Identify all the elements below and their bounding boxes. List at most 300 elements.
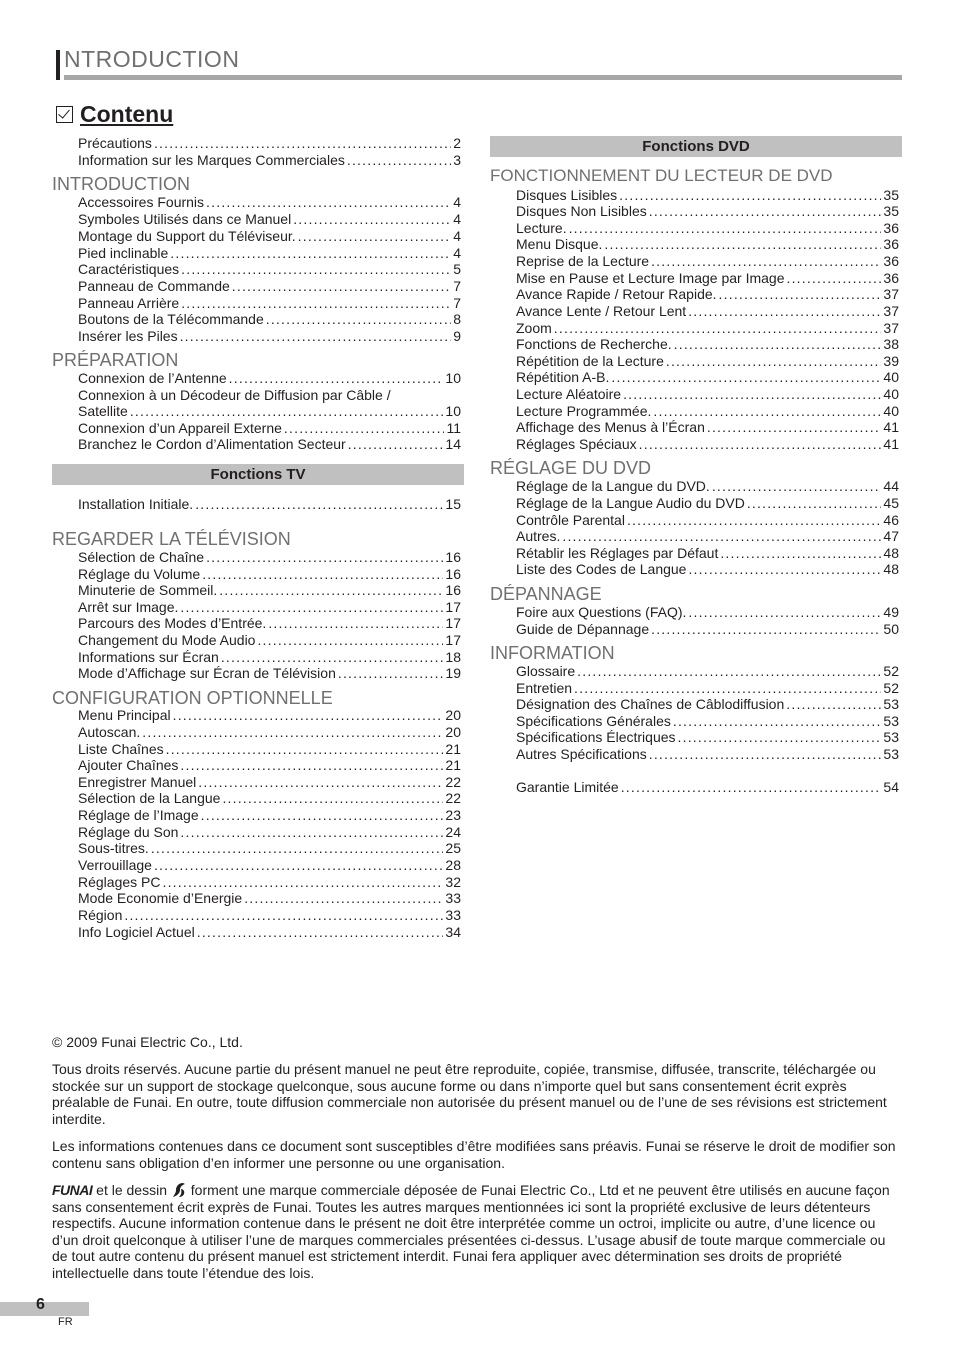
toc-dots — [712, 478, 882, 495]
trademark-text-b: forment une marque commerciale déposée de Funai Electric Co., Ltd et ne peuvent être utilisés en aucune façon sans consentement écrit exprès de Funai. Toutes les autres marques mentionnées ici sont la propriété exclusive de leurs détenteurs respectifs. Aucune information contenue dans le présent ne doit être interprétée comme un octroi, implicite ou autre, d’une licence ou d’un droit quelconque à utiliser l’une de marques commerciales présentées ci-dessus. L’usage abusif de toute marque commerciale ou de tout autre contenu du présent manuel est strictement interdit. Funai fera appliquer avec détermination ses droits de propriété intellectuelle dans toute l’étendue des lois. — [52, 1182, 890, 1281]
toc-entry-title: Disques Lisibles — [516, 187, 618, 203]
toc-entry-title: Insérer les Piles — [78, 328, 178, 344]
toc-dots — [348, 436, 444, 453]
toc-row[interactable] — [78, 328, 461, 345]
toc-row[interactable] — [78, 807, 461, 824]
toc-entry-title: Rétablir les Réglages par Défaut — [516, 545, 719, 561]
toc-row[interactable] — [516, 353, 899, 370]
toc-entry-title: Réglage du Son — [78, 824, 179, 840]
toc-entry-title: Sélection de Chaîne — [78, 549, 205, 565]
toc-page: 2 — [453, 135, 461, 151]
toc-dots — [338, 665, 444, 682]
section-title-reglage-dvd: RÉGLAGE DU DVD — [490, 458, 652, 478]
toc-dots — [151, 840, 444, 857]
toc-dots — [180, 599, 443, 616]
toc-dots — [284, 420, 445, 437]
toc-row[interactable] — [78, 649, 461, 666]
toc-dots — [221, 649, 444, 666]
toc-dots — [154, 135, 451, 152]
toc-page: 25 — [445, 840, 461, 856]
toc-dots — [562, 528, 881, 545]
band-fonctions-dvd: Fonctions DVD — [490, 136, 902, 157]
toc-row[interactable] — [78, 774, 461, 791]
toc-row[interactable] — [78, 152, 461, 169]
trademark-text-a: et le dessin — [92, 1182, 171, 1198]
toc-page: 11 — [446, 420, 461, 436]
toc-entry-title: Autres. — [516, 528, 561, 544]
toc-row[interactable] — [516, 386, 899, 403]
toc-entry-title: Sous-titres. — [78, 840, 149, 856]
toc-page: 16 — [445, 549, 461, 565]
page-language: FR — [58, 1316, 73, 1328]
toc-row[interactable] — [516, 729, 899, 746]
toc-entry-title: Pied inclinable — [78, 245, 169, 261]
toc-row[interactable] — [78, 311, 461, 328]
toc-dots — [611, 369, 881, 386]
toc-dots — [653, 403, 881, 420]
toc-page: 24 — [445, 824, 461, 840]
toc-row[interactable] — [78, 824, 461, 841]
toc-page: 7 — [453, 295, 461, 311]
toc-row[interactable] — [78, 665, 461, 682]
header-rule — [64, 75, 902, 80]
toc-page: 21 — [445, 757, 461, 773]
toc-row[interactable] — [516, 561, 899, 578]
copyright-line: © 2009 Funai Electric Co., Ltd. — [52, 1034, 243, 1050]
toc-page: 8 — [453, 311, 461, 327]
toc-row[interactable] — [516, 478, 899, 495]
toc-entry-title: Lecture. — [516, 220, 567, 236]
toc-dots — [619, 187, 881, 204]
toc-page: 41 — [883, 436, 899, 452]
toc-entry-title: Affichage des Menus à l’Écran — [516, 419, 705, 435]
toc-entry-title: Branchez le Cordon d’Alimentation Secteur — [78, 436, 346, 452]
toc-dots — [639, 436, 882, 453]
toc-entry-title: Glossaire — [516, 663, 576, 679]
toc-page: 37 — [883, 320, 899, 336]
toc-row[interactable] — [78, 496, 461, 513]
toc-entry-title: Précautions — [78, 135, 152, 151]
toc-entry-title: Mise en Pause et Lecture Image par Image — [516, 270, 785, 286]
toc-page: 50 — [883, 621, 899, 637]
toc-dots — [298, 228, 452, 245]
toc-entry-title: Mode Economie d’Energie — [78, 890, 243, 906]
toc-dots — [719, 286, 882, 303]
toc-entry-title: Réglages PC — [78, 874, 161, 890]
toc-entry-title: Spécifications Électriques — [516, 729, 676, 745]
toc-dots — [201, 807, 444, 824]
toc-page: 4 — [453, 211, 461, 227]
toc-row-garantie[interactable] — [516, 779, 899, 796]
toc-row[interactable] — [78, 874, 461, 891]
toc-page: 14 — [445, 436, 461, 452]
toc-row[interactable] — [516, 621, 899, 638]
page-number: 6 — [36, 1296, 45, 1313]
toc-row[interactable] — [516, 270, 899, 287]
toc-entry-title: Autres Spécifications — [516, 746, 647, 762]
toc-entry-title: Contrôle Parental — [516, 512, 625, 528]
toc-entry-title: Entretien — [516, 680, 573, 696]
toc-row[interactable] — [78, 370, 461, 387]
toc-row[interactable] — [78, 261, 461, 278]
contenu-heading — [56, 101, 173, 128]
toc-dots — [198, 774, 443, 791]
toc-dots — [678, 729, 882, 746]
toc-page: 4 — [453, 245, 461, 261]
toc-row[interactable] — [516, 746, 899, 763]
toc-dots — [163, 874, 444, 891]
toc-entry-title: Mode d’Affichage sur Écran de Télévision — [78, 665, 336, 681]
toc-row[interactable] — [516, 286, 899, 303]
toc-page: 4 — [453, 228, 461, 244]
toc-page: 54 — [883, 779, 899, 795]
toc-dots — [229, 370, 444, 387]
checkbox-icon — [56, 106, 73, 123]
toc-row[interactable] — [516, 696, 899, 713]
toc-row[interactable] — [78, 582, 461, 599]
toc-page: 40 — [883, 386, 899, 402]
toc-entry-title: Réglage du Volume — [78, 566, 201, 582]
toc-dots — [554, 320, 882, 337]
toc-dots — [786, 696, 881, 713]
toc-dots — [130, 403, 444, 420]
toc-entry-title: Panneau Arrière — [78, 295, 180, 311]
toc-row[interactable] — [78, 790, 461, 807]
toc-row[interactable] — [516, 680, 899, 697]
toc-dots — [569, 220, 882, 237]
toc-dots — [232, 278, 451, 295]
toc-dots — [347, 152, 451, 169]
toc-row[interactable] — [516, 253, 899, 270]
band-fonctions-tv: Fonctions TV — [52, 464, 464, 485]
toc-row[interactable] — [78, 707, 461, 724]
toc-page: 23 — [445, 807, 461, 823]
toc-page: 36 — [883, 270, 899, 286]
toc-entry-title: Enregistrer Manuel — [78, 774, 197, 790]
toc-dots — [674, 336, 882, 353]
toc-dots — [173, 707, 444, 724]
toc-dots — [720, 545, 881, 562]
toc-row[interactable] — [516, 663, 899, 680]
toc-entry-title: Montage du Support du Téléviseur. — [78, 228, 296, 244]
toc-dots — [649, 746, 882, 763]
toc-page: 32 — [445, 874, 461, 890]
toc-entry-title: Disques Non Lisibles — [516, 203, 647, 219]
toc-entry-title: Liste des Codes de Langue — [516, 561, 687, 577]
toc-dots — [170, 245, 451, 262]
toc-dots — [268, 615, 443, 632]
toc-page: 40 — [883, 369, 899, 385]
toc-entry-title: Foire aux Questions (FAQ). — [516, 604, 687, 620]
toc-page: 21 — [445, 741, 461, 757]
toc-entry-title: Autoscan. — [78, 724, 141, 740]
toc-entry-title: Désignation des Chaînes de Câblodiffusion — [516, 696, 785, 712]
toc-row[interactable] — [516, 220, 899, 237]
toc-entry-title: Lecture Programmée. — [516, 403, 652, 419]
toc-entry-title: Satellite — [78, 403, 128, 419]
toc-dots — [627, 512, 881, 529]
toc-entry-title: Accessoires Fournis — [78, 194, 205, 210]
toc-dots — [666, 353, 882, 370]
toc-page: 16 — [445, 582, 461, 598]
toc-row[interactable] — [78, 436, 461, 453]
toc-row[interactable] — [78, 403, 461, 420]
toc-entry-title: Ajouter Chaînes — [78, 757, 179, 773]
toc-page: 10 — [445, 370, 461, 386]
toc-row[interactable] — [516, 320, 899, 337]
toc-row[interactable] — [78, 228, 461, 245]
trademark-paragraph — [52, 1182, 902, 1282]
toc-row[interactable] — [516, 403, 899, 420]
toc-row[interactable] — [78, 840, 461, 857]
toc-entry-title: Zoom — [516, 320, 552, 336]
toc-dots — [786, 270, 881, 287]
toc-page: 46 — [883, 512, 899, 528]
toc-dots — [154, 857, 443, 874]
toc-page: 3 — [453, 152, 461, 168]
toc-page: 36 — [883, 236, 899, 252]
section-title-introduction: INTRODUCTION — [52, 174, 190, 194]
toc-row[interactable] — [516, 545, 899, 562]
funai-swirl-logo-icon — [171, 1182, 187, 1198]
toc-dots — [621, 779, 882, 796]
toc-entry-title: Réglage de la Langue du DVD. — [516, 478, 710, 494]
toc-page: 37 — [883, 286, 899, 302]
page-header-title: NTRODUCTION — [64, 46, 240, 72]
toc-row[interactable] — [78, 890, 461, 907]
contenu-title: Contenu — [80, 101, 174, 127]
toc-row[interactable] — [516, 419, 899, 436]
toc-page: 17 — [445, 599, 461, 615]
toc-dots — [688, 561, 881, 578]
toc-page: 53 — [883, 713, 899, 729]
toc-page: 35 — [883, 187, 899, 203]
toc-row[interactable] — [516, 236, 899, 253]
toc-page: 40 — [883, 403, 899, 419]
toc-row[interactable] — [78, 615, 461, 632]
toc-row[interactable] — [78, 907, 461, 924]
toc-dots — [649, 203, 882, 220]
toc-row[interactable] — [78, 295, 461, 312]
section-title-depannage: DÉPANNAGE — [490, 584, 602, 604]
toc-dots — [707, 419, 882, 436]
rights-paragraph: Tous droits réservés. Aucune partie du présent manuel ne peut être reproduite, copiée, transmise, diffusée, transcrite, téléchargée ou stockée sur un support de stockage quelconque, sous aucune forme ou dans n’importe quel but sans consentement écrit exprès préalable de Funai. En outre, toute diffusion commerciale non autorisée du présent manuel ou de l’une de ses révisions est strictement interdite. — [52, 1061, 887, 1127]
toc-entry-title: Région — [78, 907, 123, 923]
toc-entry-title: Parcours des Modes d’Entrée. — [78, 615, 267, 631]
toc-row[interactable] — [78, 387, 461, 404]
toc-dots — [747, 495, 882, 512]
toc-row[interactable] — [78, 757, 461, 774]
toc-page: 41 — [883, 419, 899, 435]
toc-page: 38 — [883, 336, 899, 352]
toc-row[interactable] — [516, 436, 899, 453]
toc-entry-title: Guide de Dépannage — [516, 621, 650, 637]
toc-dots — [266, 311, 451, 328]
toc-page: 5 — [453, 261, 461, 277]
toc-entry-title: Info Logiciel Actuel — [78, 924, 195, 940]
toc-page: 44 — [883, 478, 899, 494]
toc-entry-title: Connexion d’un Appareil Externe — [78, 420, 282, 436]
toc-row[interactable] — [516, 713, 899, 730]
toc-dots — [202, 566, 443, 583]
toc-page: 7 — [453, 278, 461, 294]
toc-page: 48 — [883, 545, 899, 561]
toc-entry-title: Avance Rapide / Retour Rapide. — [516, 286, 717, 302]
toc-page: 4 — [453, 194, 461, 210]
funai-logo: FUNAI — [52, 1182, 93, 1198]
toc-page: 53 — [883, 746, 899, 762]
toc-page: 28 — [445, 857, 461, 873]
toc-entry-title: Répétition de la Lecture — [516, 353, 664, 369]
toc-entry-title: Verrouillage — [78, 857, 152, 873]
toc-page: 18 — [445, 649, 461, 665]
toc-dots — [574, 680, 881, 697]
toc-row[interactable] — [78, 724, 461, 741]
toc-page: 49 — [883, 604, 899, 620]
toc-dots — [219, 582, 443, 599]
toc-dots — [688, 604, 881, 621]
toc-entry-title: Connexion à un Décodeur de Diffusion par Câble / — [78, 387, 391, 403]
toc-page: 22 — [445, 774, 461, 790]
toc-dots — [257, 632, 443, 649]
toc-page: 37 — [883, 303, 899, 319]
toc-row[interactable] — [516, 495, 899, 512]
toc-dots — [206, 194, 451, 211]
toc-page: 10 — [445, 403, 461, 419]
toc-page: 53 — [883, 729, 899, 745]
toc-row[interactable] — [78, 194, 461, 211]
toc-page: 52 — [883, 663, 899, 679]
toc-entry-title: Spécifications Générales — [516, 713, 671, 729]
toc-row[interactable] — [78, 135, 461, 152]
toc-entry-title: Panneau de Commande — [78, 278, 230, 294]
toc-dots — [651, 253, 881, 270]
toc-row[interactable] — [516, 604, 899, 621]
toc-dots — [206, 549, 443, 566]
toc-entry-title: Caractéristiques — [78, 261, 180, 277]
toc-page: 20 — [445, 724, 461, 740]
toc-page: 36 — [883, 220, 899, 236]
toc-entry-title: Réglage de la Langue Audio du DVD — [516, 495, 745, 511]
toc-entry-title: Avance Lente / Retour Lent — [516, 303, 687, 319]
toc-dots — [181, 295, 451, 312]
toc-entry-title: Réglages Spéciaux — [516, 436, 637, 452]
toc-dots — [195, 496, 443, 513]
toc-page: 48 — [883, 561, 899, 577]
toc-dots — [222, 790, 443, 807]
toc-row[interactable] — [78, 599, 461, 616]
toc-entry-title: Liste Chaînes — [78, 741, 164, 757]
toc-dots — [293, 211, 451, 228]
toc-dots — [651, 621, 881, 638]
toc-page: 9 — [453, 328, 461, 344]
toc-page: 36 — [883, 253, 899, 269]
toc-entry-title: Fonctions de Recherche. — [516, 336, 672, 352]
toc-entry-title: Changement du Mode Audio — [78, 632, 256, 648]
toc-row[interactable] — [516, 187, 899, 204]
toc-row[interactable] — [516, 512, 899, 529]
toc-dots — [180, 824, 443, 841]
toc-row[interactable] — [516, 336, 899, 353]
toc-entry-title: Menu Principal — [78, 707, 171, 723]
toc-entry-title: Réglage de l’Image — [78, 807, 199, 823]
section-title-fonctionnement: FONCTIONNEMENT DU LECTEUR DE DVD — [490, 166, 833, 185]
toc-dots — [604, 236, 881, 253]
toc-page: 53 — [883, 696, 899, 712]
toc-dots — [688, 303, 881, 320]
toc-page: 17 — [445, 615, 461, 631]
toc-page: 33 — [445, 907, 461, 923]
section-title-information: INFORMATION — [490, 643, 615, 663]
toc-entry-title: Lecture Aléatoire — [516, 386, 622, 402]
toc-entry-title: Menu Disque. — [516, 236, 603, 252]
toc-row[interactable] — [78, 549, 461, 566]
toc-dots — [244, 890, 443, 907]
toc-row[interactable] — [78, 420, 461, 437]
toc-entry-title: Sélection de la Langue — [78, 790, 221, 806]
toc-dots — [197, 924, 444, 941]
toc-page: 39 — [883, 353, 899, 369]
toc-page: 16 — [445, 566, 461, 582]
section-title-regarder: REGARDER LA TÉLÉVISION — [52, 529, 291, 549]
toc-row[interactable] — [516, 203, 899, 220]
toc-dots — [673, 713, 882, 730]
notice-paragraph: Les informations contenues dans ce document sont susceptibles d’être modifiées sans préavis. Funai se réserve le droit de modifier son contenu sans obligation d’en informer une personne ou une organisation. — [52, 1138, 896, 1171]
toc-entry-title: Boutons de la Télécommande — [78, 311, 264, 327]
toc-row[interactable] — [516, 303, 899, 320]
toc-row[interactable] — [78, 245, 461, 262]
toc-page: 33 — [445, 890, 461, 906]
toc-entry-title: Minuterie de Sommeil. — [78, 582, 218, 598]
toc-dots — [142, 724, 443, 741]
toc-page: 52 — [883, 680, 899, 696]
toc-dots — [180, 757, 443, 774]
toc-row[interactable] — [78, 857, 461, 874]
toc-entry-title: Reprise de la Lecture — [516, 253, 650, 269]
toc-dots — [181, 261, 451, 278]
toc-page: 34 — [445, 924, 461, 940]
toc-dots — [623, 386, 881, 403]
toc-dots — [166, 741, 444, 758]
toc-page: 45 — [883, 495, 899, 511]
section-title-configuration: CONFIGURATION OPTIONNELLE — [52, 688, 333, 708]
toc-row[interactable] — [78, 924, 461, 941]
toc-dots — [124, 907, 443, 924]
toc-entry-title: Connexion de l’Antenne — [78, 370, 227, 386]
section-title-preparation: PRÉPARATION — [52, 350, 179, 370]
toc-entry-title: Information sur les Marques Commerciales — [78, 152, 345, 168]
toc-dots — [180, 328, 452, 345]
toc-row[interactable] — [78, 741, 461, 758]
toc-row[interactable] — [516, 369, 899, 386]
toc-page: 15 — [445, 496, 461, 512]
toc-row[interactable] — [78, 566, 461, 583]
toc-page: 22 — [445, 790, 461, 806]
toc-row[interactable] — [78, 278, 461, 295]
toc-entry-title: Répétition A-B. — [516, 369, 610, 385]
toc-page: 19 — [445, 665, 461, 681]
toc-entry-title: Symboles Utilisés dans ce Manuel — [78, 211, 292, 227]
header-accent-bar — [56, 50, 60, 80]
toc-page: 20 — [445, 707, 461, 723]
toc-row[interactable] — [78, 211, 461, 228]
toc-row[interactable] — [516, 528, 899, 545]
toc-dots — [577, 663, 881, 680]
toc-entry-title: Garantie Limitée — [516, 779, 619, 795]
toc-row[interactable] — [78, 632, 461, 649]
toc-page: 47 — [883, 528, 899, 544]
toc-entry-title: Arrêt sur Image. — [78, 599, 179, 615]
